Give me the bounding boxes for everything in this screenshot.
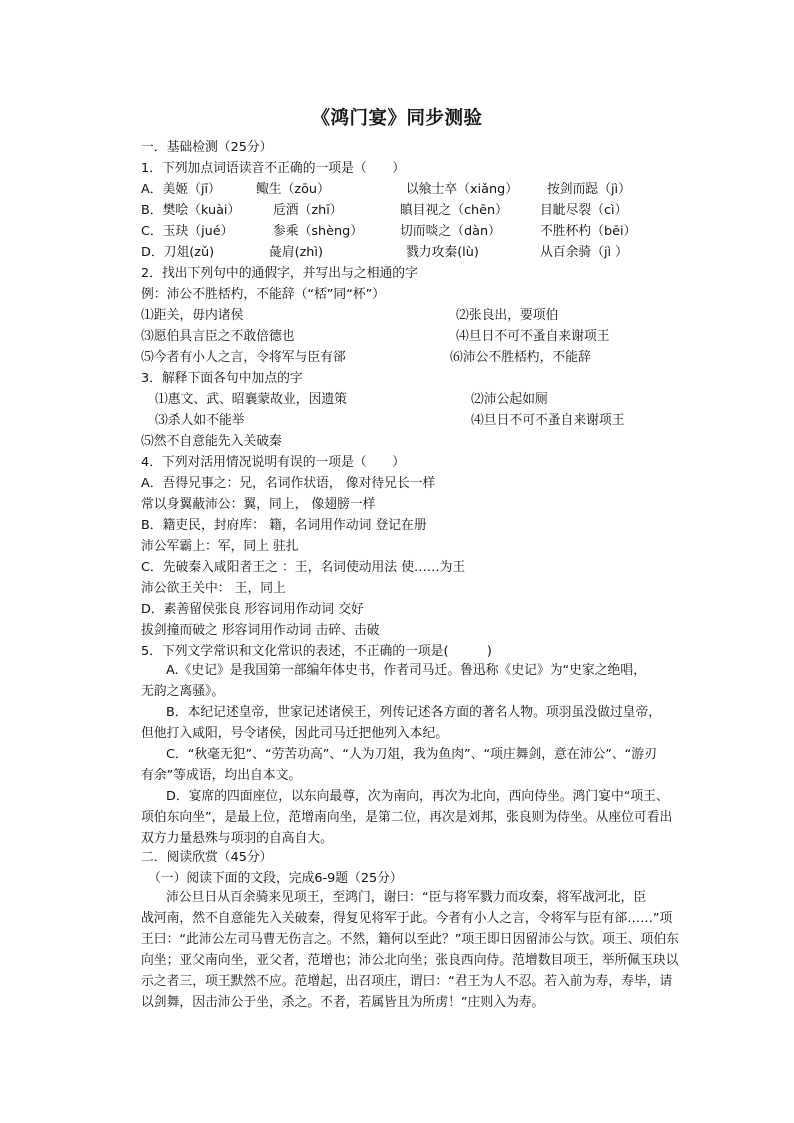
q3-item-5: ⑸然不自意能先入关破秦: [141, 434, 282, 449]
q2-item-3: ⑶愿伯具言臣之不敢倍德也: [141, 329, 295, 344]
q2-item-5: ⑸今者有小人之言，令将军与臣有郤: [141, 350, 346, 365]
q3-row-1: [0, 392, 794, 408]
q2-item-6: ⑹沛公不胜桮杓，不能辞: [450, 350, 591, 365]
q4-line-4: 沛公军霸上：军，同上 驻扎: [141, 539, 299, 554]
section-2-subheading: （一）阅读下面的文段，完成6-9题（25分）: [148, 871, 403, 886]
q1-b-1: B．樊哙（kuài）: [141, 203, 241, 218]
q4-line-8: 拔剑撞而破之 形容词用作动词 击碎、击破: [141, 623, 380, 638]
q1-b-3: 瞋目视之（chēn）: [400, 203, 508, 218]
q4-line-3: B．籍吏民，封府库： 籍，名词用作动词 登记在册: [141, 518, 427, 533]
q1-stem: 1．下列加点词语读音不正确的一项是（ ）: [141, 161, 406, 176]
q3-item-3: ⑶杀人如不能举: [155, 413, 245, 428]
q3-item-4: ⑷旦日不可不蚤自来谢项王: [471, 413, 625, 428]
q1-a-3: 以飨士卒（xiǎng）: [406, 182, 518, 197]
q3-stem: 3．解释下面各句中加点的字: [141, 371, 303, 386]
q1-a-4: 按剑而跽（jì）: [547, 182, 631, 197]
q1-b-2: 卮酒（zhī）: [273, 203, 343, 218]
q5-option-a: [141, 660, 681, 702]
q3-item-2: ⑵沛公起如厕: [471, 392, 548, 407]
q1-d-1: D．刀俎(zǔ): [141, 245, 215, 260]
q5-a-rest: 无韵之离骚》。: [141, 684, 225, 699]
q2-item-1: ⑴距关，毋内诸侯: [141, 308, 244, 323]
q5-option-b: [141, 702, 681, 744]
passage-line-1: 沛公旦日从百余骑来见项王，至鸿门，谢曰：“臣与将军戮力而攻秦，将军战河北，臣: [166, 890, 647, 905]
q5-d-rest: 项伯东向坐”，是最上位，范增南向坐，是第二位，再次是刘邦，张良则为侍坐。从座位可看出双方力量悬殊与项羽的自高自大。: [141, 810, 673, 846]
q1-b-4: 目眦尽裂（cì）: [540, 203, 628, 218]
q5-option-c: [141, 744, 681, 786]
q5-b-rest: 但他打入咸阳，号令诸侯，因此司马迁把他列入本纪。: [141, 726, 449, 741]
q4-line-1: A．吾得兄事之：兄，名词作状语， 像对待兄长一样: [141, 476, 436, 491]
q2-item-2: ⑵张良出，要项伯: [456, 308, 559, 323]
q2-row-2: [0, 329, 794, 345]
page-title: 《鸿门宴》同步测验: [311, 108, 483, 129]
q5-stem: 5．下列文学常识和文化常识的表述，不正确的一项是( ): [141, 644, 492, 659]
q4-line-5: C．先破秦入咸阳者王之 ：王，名词使动用法 使……为王: [141, 560, 466, 575]
q1-c-2: 参乘（shèng）: [273, 224, 364, 239]
q1-option-row-a: [0, 182, 794, 198]
q4-line-7: D．素善留侯张良 形容词用作动词 交好: [141, 602, 364, 617]
q1-d-3: 戮力攻秦(lù): [406, 245, 479, 260]
q1-option-row-b: [0, 203, 794, 219]
q3-item-1: ⑴惠文、武、昭襄蒙故业，因遗策: [155, 392, 347, 407]
q4-line-2: 常以身翼蔽沛公：翼，同上， 像翅膀一样: [141, 497, 376, 512]
section-2-heading: 二．阅读欣赏（45分）: [141, 850, 273, 865]
q2-row-3: [0, 350, 794, 366]
q1-option-row-d: [0, 245, 794, 261]
q5-b-line-1: B．本纪记述皇帝，世家记述诸侯王，列传记述各方面的著名人物。项羽虽没做过皇帝，: [166, 705, 662, 720]
q4-line-6: 沛公欲王关中： 王，同上: [141, 581, 286, 596]
q1-option-row-c: [0, 224, 794, 240]
q5-c-rest: 有余”等成语，均出自本文。: [141, 768, 302, 783]
q1-a-2: 鲰生（zōu）: [256, 182, 330, 197]
passage-rest: 战河南，然不自意能先入关破秦，得复见将军于此。今者有小人之言，令将军与臣有郤……”项王曰：“此沛公左司马曹无伤言之。不然，籍何以至此？”项王即日因留沛公与饮。项王、项伯东向坐；亚父南向坐，亚父者，范增也；沛公北向坐；张良西向侍。范增数目项王，举所佩玉玦以示之者三，项王默然不应。范增起，出召项庄，谓曰：“君王为人不忍。若入前为寿，寿毕，请以剑舞，因击沛公于坐，杀之。不者，若属皆且为所虏！”庄则入为寿。: [141, 911, 679, 1010]
q1-c-4: 不胜杯杓（bēi）: [540, 224, 637, 239]
section-1-heading: 一．基础检测（25分）: [141, 140, 273, 155]
q5-a-line-1: A.《史记》是我国第一部编年体史书，作者司马迁。鲁迅称《史记》为“史家之绝唱，: [166, 663, 646, 678]
q1-d-2: 彘肩(zhì): [269, 245, 323, 260]
q3-row-2: [0, 413, 794, 429]
q1-a-1: A．美姬（jī）: [141, 182, 221, 197]
q5-option-d: [141, 786, 681, 849]
q1-d-4: 从百余骑（jì ）: [540, 245, 628, 260]
q2-stem: 2．找出下列句中的通假字，并写出与之相通的字: [141, 266, 418, 281]
q5-d-line-1: D．宴席的四面座位，以东向最尊，次为南向，再次为北向，西向侍坐。鸿门宴中“项王、: [166, 789, 669, 804]
q1-c-1: C．玉玦（jué）: [141, 224, 234, 239]
q5-c-line-1: C．“秋毫无犯”、“劳苦功高”、“人为刀俎，我为鱼肉”、“项庄舞剑，意在沛公”、“游刃: [166, 747, 657, 762]
q2-row-1: [0, 308, 794, 324]
q2-example: 例：沛公不胜桮杓，不能辞（“桮”同“杯”）: [141, 287, 386, 302]
q2-item-4: ⑷旦日不可不蚤自来谢项王: [456, 329, 610, 344]
q4-stem: 4．下列对活用情况说明有误的一项是（ ）: [141, 455, 406, 470]
reading-passage: [141, 887, 681, 1013]
q1-c-3: 切而啖之（dàn）: [400, 224, 501, 239]
